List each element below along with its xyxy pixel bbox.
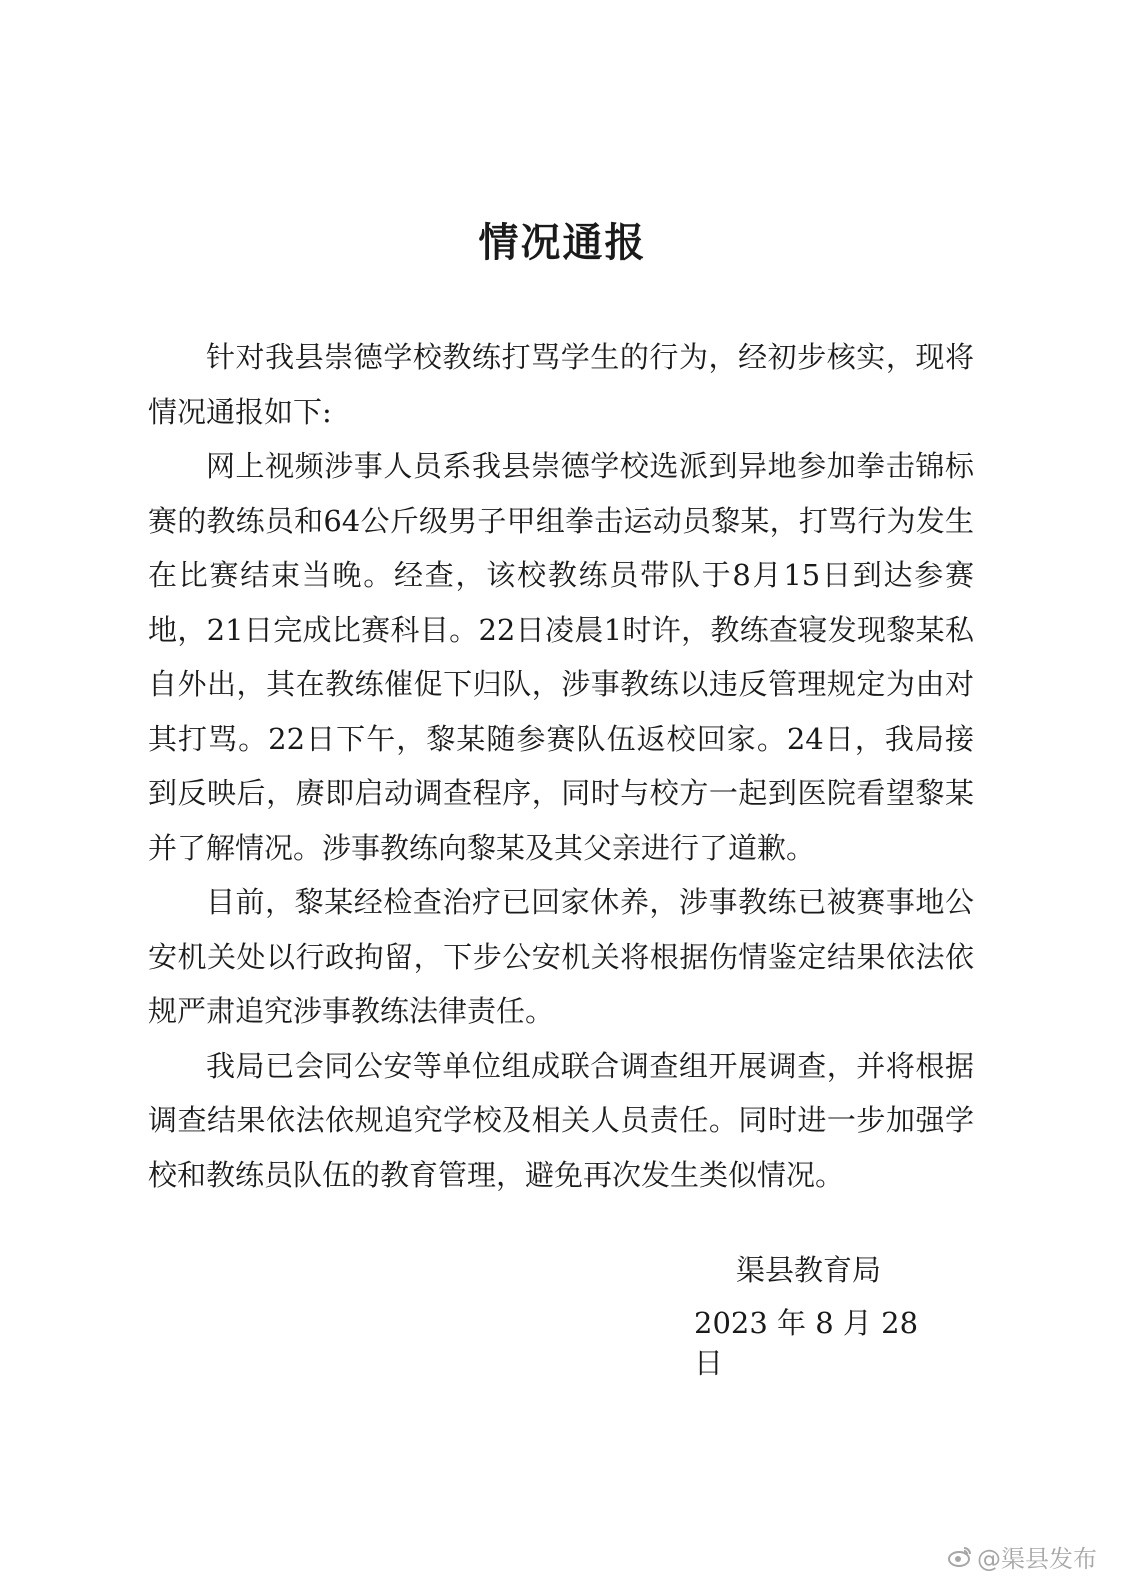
document-title: 情况通报 <box>478 219 647 266</box>
paragraph-incident: 网上视频涉事人员系我县崇德学校选派到异地参加拳击锦标赛的教练员和64公斤级男子甲组拳击运动员黎某，打骂行为发生在比赛结束当晚。经查，该校教练员带队于8月15日到达参赛地，21日完成比赛科目。22日凌晨1时许，教练查寝发现黎某私自外出，其在教练催促下归队，涉事教练以违反管理规定为由对其打骂。22日下午，黎某随参赛队伍返校回家。24日，我局接到反映后，赓即启动调查程序，同时与校方一起到医院看望黎某并了解情况。涉事教练向黎某及其父亲进行了道歉。 <box>148 449 974 865</box>
watermark-text: @渠县发布 <box>977 1545 1097 1573</box>
paragraph-status: 目前，黎某经检查治疗已回家休养，涉事教练已被赛事地公安机关处以行政拘留，下步公安机关将根据伤情鉴定结果依法依规严肃追究涉事教练法律责任。 <box>148 885 974 1028</box>
paragraph-intro: 针对我县崇德学校教练打骂学生的行为，经初步核实，现将情况通报如下: <box>148 340 974 429</box>
paragraph-actions: 我局已会同公安等单位组成联合调查组开展调查，并将根据调查结果依法依规追究学校及相关人员责任。同时进一步加强学校和教练员队伍的教育管理，避免再次发生类似情况。 <box>148 1048 974 1192</box>
signature-date: 2023 年 8 月 28 日 <box>694 1306 919 1380</box>
watermark <box>947 1539 1097 1574</box>
weibo-icon <box>947 1544 973 1570</box>
document-body <box>148 330 974 1202</box>
signature-organization: 渠县教育局 <box>736 1253 882 1287</box>
